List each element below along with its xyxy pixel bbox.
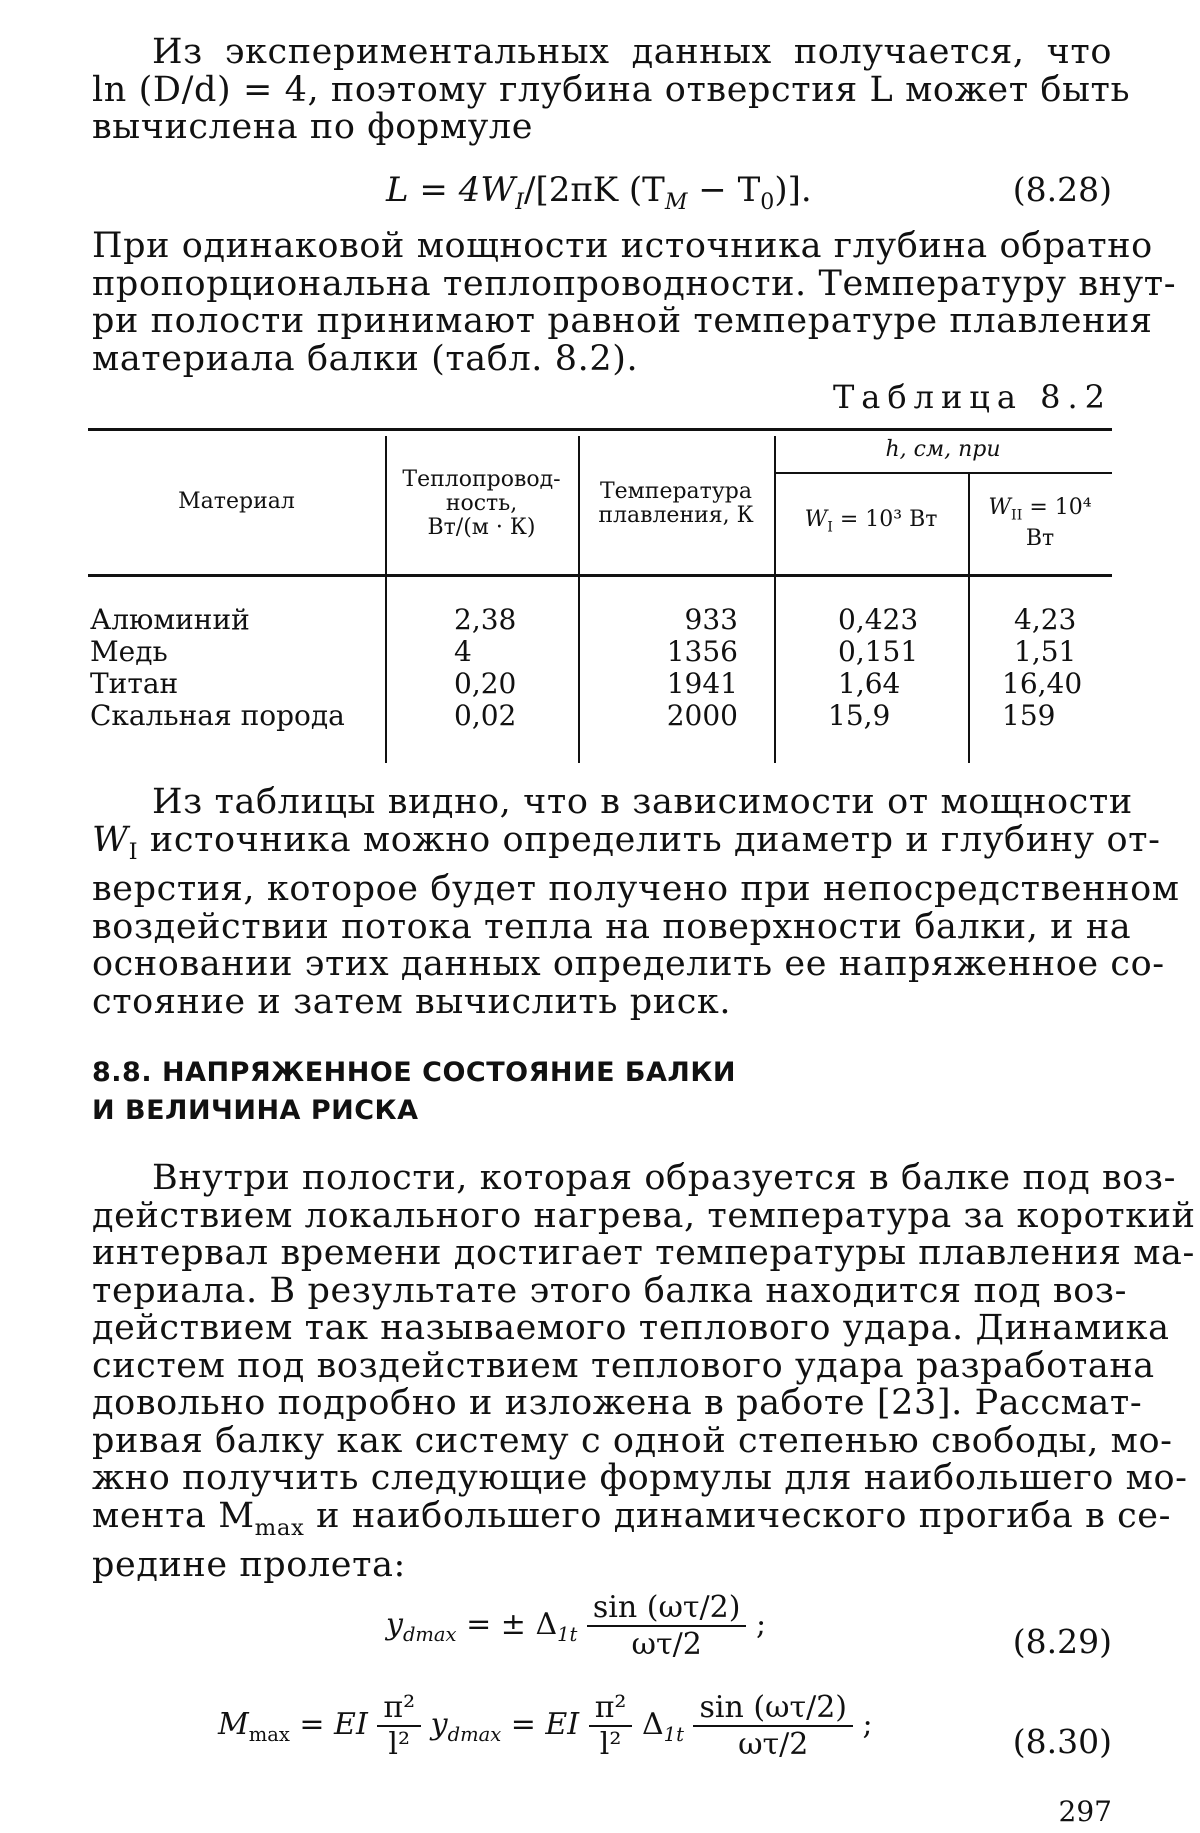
cell-h2-3: 159 (1002, 699, 1056, 732)
cell-h1-1: 0,151 (838, 635, 919, 668)
cell-h2-1: 1,51 (1014, 635, 1077, 668)
para3-line-1: Из таблицы видно, что в зависимости от мощности (152, 782, 1133, 822)
para2-line-4: материала балки (табл. 8.2). (92, 338, 639, 379)
cell-h1-0: 0,423 (838, 603, 919, 636)
table-vline-3 (774, 436, 776, 763)
cell-melting-1: 1356 (666, 635, 738, 668)
intro-line-3: вычислена по формуле (92, 107, 534, 147)
intro-line-2: ln (D/d) = 4, поэтому глубина отверстия L может быть (92, 69, 1131, 110)
header-conductivity-l1: Теплопровод- (402, 467, 561, 492)
cell-conductivity-3: 0,02 (454, 699, 517, 732)
header-w1-rest: = 10³ Вт (832, 507, 938, 532)
equation-number-8-29: (8.29) (1012, 1622, 1112, 1661)
header-w2 (968, 496, 1112, 551)
para3-line-4: воздействии потока тепла на поверхности балки, и на (92, 906, 1132, 947)
page-number: 297 (1058, 1795, 1112, 1828)
eq830-fraction-3 (693, 1690, 853, 1762)
para4-line-9: жно получить следующие формулы для наибольшего мо- (92, 1458, 1188, 1498)
table-top-rule (88, 428, 1112, 431)
cell-h2-2: 16,40 (1002, 667, 1083, 700)
para4-line-7: довольно подробно и изложена в работе [23]. Рассмат- (92, 1383, 1143, 1423)
cell-conductivity-0: 2,38 (454, 603, 517, 636)
para3-line-2 (92, 819, 1161, 872)
eq830-f1-denominator: l² (388, 1727, 411, 1762)
eq829-denominator: ωτ/2 (631, 1627, 702, 1662)
equation-number-8-30: (8.30) (1012, 1722, 1112, 1761)
header-w2-unit: Вт (1025, 526, 1055, 552)
eq828-lhs-sub: I (515, 188, 524, 215)
header-w2-sub: II (1011, 507, 1023, 524)
eq830-delta-sub: 1t (663, 1723, 684, 1746)
section-heading (92, 1054, 736, 1130)
header-conductivity (385, 468, 578, 540)
cell-conductivity-1: 4 (454, 635, 472, 668)
header-melting-l1: Температура (599, 479, 752, 504)
cell-h1-2: 1,64 (838, 667, 901, 700)
cell-conductivity-2: 0,20 (454, 667, 517, 700)
cell-material-1: Медь (90, 635, 168, 668)
table-caption: Таблица 8.2 (832, 378, 1112, 416)
eq830-f2-denominator: l² (599, 1727, 622, 1762)
para4-line-6: систем под воздействием теплового удара разработана (92, 1345, 1155, 1386)
table-8-2 (88, 428, 1112, 763)
eq830-ei-1: = EI (289, 1707, 368, 1742)
eq830-delta: Δ (632, 1707, 664, 1742)
eq830-f2-numerator: π² (589, 1690, 633, 1727)
para4-line-8: ривая балку как систему с одной степенью свободы, мо- (92, 1420, 1173, 1461)
para4-line-3: интервал времени достигает температуры плавления ма- (92, 1233, 1195, 1273)
eq828-rhs3: )]. (774, 170, 812, 210)
cell-melting-3: 2000 (666, 699, 738, 732)
para2-line-2: пропорциональна теплопроводности. Температуру внут- (92, 263, 1177, 304)
equation-8-29 (386, 1590, 766, 1662)
eq829-lhs-sub: dmax (402, 1623, 457, 1646)
table-group-rule (774, 472, 1112, 474)
para4-line-10-a: мента M (92, 1495, 255, 1536)
header-w1-sub: I (827, 519, 833, 536)
para4-line-4: териала. В результате этого балка находится под воз- (92, 1270, 1128, 1311)
para3-line-3: верстия, которое будет получено при непосредственном (92, 869, 1180, 909)
eq829-numerator: sin (ωτ/2) (587, 1590, 747, 1627)
para4-line-10-sub: max (254, 1514, 305, 1541)
equation-8-28 (386, 170, 812, 215)
table-header-rule (88, 574, 1112, 577)
eq829-mid: = ± Δ (456, 1607, 558, 1642)
cell-material-2: Титан (90, 667, 179, 700)
eq829-fraction (587, 1590, 747, 1662)
eq828-lhs: L = 4W (386, 170, 516, 210)
header-w2-symbol: W (988, 495, 1012, 520)
eq830-f3-denominator: ωτ/2 (738, 1727, 809, 1762)
eq828-rhs2-sub: 0 (760, 188, 775, 215)
para2-line-3: ри полости принимают равной температуре плавления (92, 301, 1153, 341)
para3-w-sub: I (128, 838, 139, 865)
cell-material-3: Скальная порода (90, 699, 345, 732)
eq830-lhs: M (218, 1707, 249, 1742)
cell-h1-3: 15,9 (828, 699, 891, 732)
paragraph-4 (92, 1158, 1196, 1585)
eq830-f1-numerator: π² (377, 1690, 421, 1727)
paragraph-3 (92, 782, 1180, 1022)
eq830-tail: ; (852, 1707, 873, 1742)
intro-paragraph (92, 32, 1131, 147)
eq828-rhs: /[2πK (T (524, 170, 665, 210)
cell-melting-2: 1941 (666, 667, 738, 700)
equation-8-30 (218, 1690, 873, 1762)
section-heading-line-1: 8.8. НАПРЯЖЕННОЕ СОСТОЯНИЕ БАЛКИ (92, 1057, 736, 1088)
eq830-y: y (421, 1707, 448, 1742)
eq829-mid-sub: 1t (557, 1623, 578, 1646)
paragraph-2 (92, 226, 1177, 379)
header-w1 (774, 508, 968, 539)
eq830-ei-2: = EI (501, 1707, 580, 1742)
para4-line-11: редине пролета: (92, 1545, 406, 1585)
header-melting (578, 480, 774, 528)
para4-line-2: действием локального нагрева, температура за короткий (92, 1195, 1196, 1236)
header-w2-rest: = 10⁴ (1022, 495, 1092, 520)
header-conductivity-l3: Вт/(м · К) (427, 515, 536, 540)
para4-line-5: действием так называемого теплового удара. Динамика (92, 1308, 1170, 1348)
eq830-f3-numerator: sin (ωτ/2) (693, 1690, 853, 1727)
para2-line-1: При одинаковой мощности источника глубина обратно (92, 226, 1153, 266)
para3-line-5: основании этих данных определить ее напряженное со- (92, 944, 1165, 984)
equation-number-8-28: (8.28) (1012, 170, 1112, 209)
para3-w-symbol: W (92, 819, 129, 860)
header-melting-l2: плавления, К (598, 503, 754, 528)
cell-material-0: Алюминий (90, 603, 250, 636)
eq830-y-sub: dmax (447, 1723, 502, 1746)
cell-h2-0: 4,23 (1014, 603, 1077, 636)
para4-line-10-b: и наибольшего динамического прогиба в се- (304, 1495, 1172, 1536)
eq829-tail: ; (746, 1607, 767, 1642)
header-w1-symbol: W (804, 507, 828, 532)
header-conductivity-l2: ность, (445, 491, 518, 516)
para4-line-10 (92, 1495, 1172, 1548)
eq830-fraction-1 (377, 1690, 421, 1762)
para3-line-2-rest: источника можно определить диаметр и глубину от- (138, 819, 1161, 860)
para4-line-1: Внутри полости, которая образуется в балке под воз- (152, 1158, 1177, 1198)
eq828-rhs-sub: M (664, 188, 688, 215)
eq828-rhs2: − T (687, 170, 761, 210)
para3-line-6: стояние и затем вычислить риск. (92, 981, 732, 1022)
intro-line-1: Из экспериментальных данных получается, что (152, 32, 1112, 72)
cell-melting-0: 933 (684, 603, 738, 636)
header-material: Материал (178, 489, 295, 514)
header-group: h, см, при (885, 437, 1001, 462)
eq830-lhs-sub: max (248, 1723, 290, 1746)
eq830-fraction-2 (589, 1690, 633, 1762)
eq829-lhs: y (386, 1607, 403, 1642)
section-heading-line-2: И ВЕЛИЧИНА РИСКА (92, 1095, 419, 1126)
